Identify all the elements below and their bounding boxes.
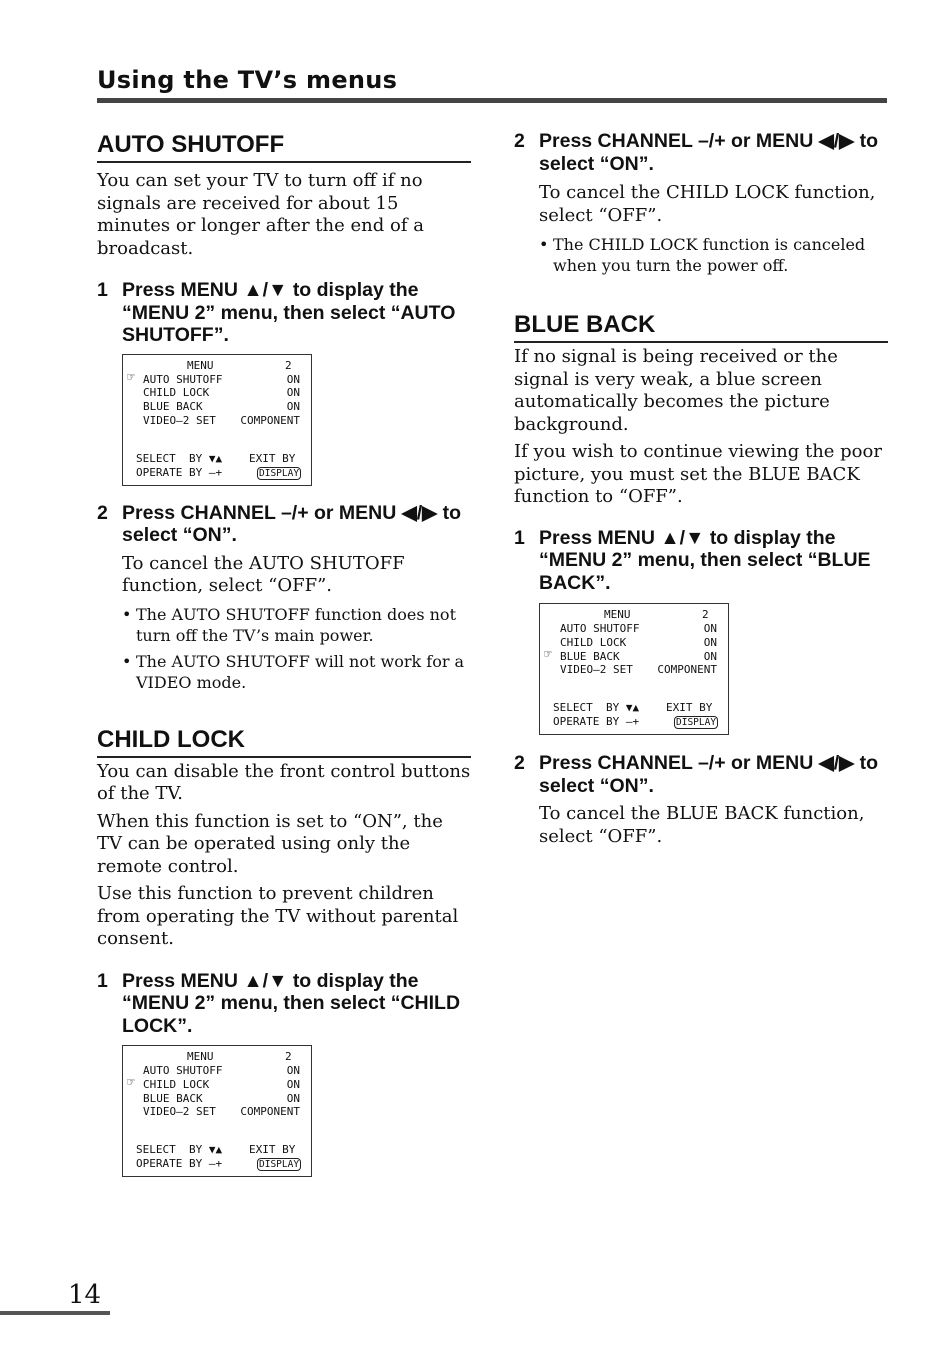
step-text: Press MENU ▲/▼ to display the “MENU 2” menu, then select “BLUE BACK”. (539, 526, 871, 594)
hand-pointer-icon: ☞ (127, 1074, 135, 1090)
menu-row-label: CHILD LOCK (143, 1077, 210, 1091)
menu-row-value: ON (286, 1091, 300, 1105)
blue-back-cancel: To cancel the BLUE BACK function, select “OFF”. (539, 803, 865, 847)
menu-row-value: ON (703, 649, 717, 663)
left-column (97, 130, 471, 1177)
child-lock-cancel: To cancel the CHILD LOCK function, select “OFF”. (539, 182, 876, 226)
menu-row-label: VIDEO–2 SET (143, 413, 216, 427)
menu-row-value: ON (286, 1077, 300, 1091)
step-number: 2 (514, 130, 525, 152)
menu-screen-select-hint: SELECT BY ▼▲ (553, 701, 640, 714)
auto-shutoff-note-1: • The AUTO SHUTOFF function does not turn off the TV’s main power. (122, 604, 471, 646)
child-lock-step-2 (514, 130, 888, 175)
header-rule (97, 98, 887, 103)
page-number-rule (0, 1311, 110, 1315)
auto-shutoff-intro: You can set your TV to turn off if no signals are received for about 15 minutes or longer after the end of a broadcast. (97, 170, 424, 259)
auto-shutoff-note-2: • The AUTO SHUTOFF will not work for a VIDEO mode. (122, 651, 471, 693)
menu-screen-operate-hint: OPERATE BY –+ (136, 465, 223, 479)
menu-screen-operate-hint: OPERATE BY –+ (136, 1157, 223, 1170)
right-column (514, 130, 888, 848)
blue-back-step-2 (514, 752, 888, 797)
step-text: Press CHANNEL –/+ or MENU ◀/▶ to select “ON”. (539, 752, 878, 797)
step-number: 2 (514, 752, 525, 774)
menu-row-label: BLUE BACK (143, 1091, 203, 1105)
menu-screen-title: MENU (187, 358, 214, 372)
menu-screen-select-hint: SELECT BY ▼▲ (136, 451, 223, 465)
auto-shutoff-step-1 (97, 279, 471, 347)
step-text: Press CHANNEL –/+ or MENU ◀/▶ to select “ON”. (539, 130, 878, 175)
menu-row-label: AUTO SHUTOFF (560, 622, 640, 635)
page-header-title: Using the TV’s menus (97, 66, 398, 94)
menu-row-value: ON (286, 400, 300, 414)
blue-back-para-1: If no signal is being received or the signal is very weak, a blue screen automatically becomes the picture background. (514, 346, 838, 435)
step-number: 1 (514, 526, 525, 549)
menu-screen-page: 2 (285, 358, 292, 372)
auto-shutoff-heading: AUTO SHUTOFF (97, 130, 471, 163)
menu-row-value: ON (703, 622, 717, 635)
menu-row-label: CHILD LOCK (560, 635, 627, 649)
step-number: 1 (97, 279, 108, 301)
menu-screen-child-lock (122, 1045, 312, 1177)
menu-screen-title: MENU (604, 608, 631, 621)
child-lock-step-1 (97, 970, 471, 1038)
menu-screen-title: MENU (187, 1050, 214, 1063)
menu-screen-exit-hint: EXIT BY (249, 451, 296, 465)
menu-screen-exit-hint: EXIT BY (249, 1143, 296, 1156)
menu-row-value: ON (286, 1064, 300, 1077)
menu-row-value: ON (286, 386, 300, 400)
menu-screen-select-hint: SELECT BY ▼▲ (136, 1143, 223, 1156)
blue-back-heading: BLUE BACK (514, 310, 888, 343)
menu-screen-exit-hint: EXIT BY (666, 701, 713, 714)
child-lock-para-1: You can disable the front control buttons of the TV. (97, 760, 471, 804)
menu-row-label: CHILD LOCK (143, 386, 210, 400)
menu-row-value: ON (703, 635, 717, 649)
hand-pointer-icon: ☞ (127, 369, 135, 385)
blue-back-step-1 (514, 527, 888, 595)
page-number: 14 (68, 1280, 102, 1310)
child-lock-para-3: Use this function to prevent children from operating the TV without parental consent. (97, 883, 459, 949)
menu-screen-page: 2 (702, 608, 709, 621)
step-number: 2 (97, 501, 108, 524)
display-button-icon: DISPLAY (259, 467, 300, 479)
step-number: 1 (97, 969, 108, 992)
menu-screen-page: 2 (285, 1050, 292, 1063)
blue-back-para-2: If you wish to continue viewing the poor picture, you must set the BLUE BACK function to “OFF”. (514, 441, 882, 507)
menu-row-value: COMPONENT (240, 413, 300, 427)
menu-row-label: BLUE BACK (143, 400, 203, 414)
auto-shutoff-step-2 (97, 502, 471, 547)
step-text: Press MENU ▲/▼ to display the “MENU 2” menu, then select “CHILD LOCK”. (122, 969, 461, 1037)
child-lock-para-2: When this function is set to “ON”, the TV can be operated using only the remote control. (97, 810, 443, 877)
menu-row-value: COMPONENT (240, 1105, 300, 1119)
menu-screen-auto-shutoff (122, 354, 312, 486)
auto-shutoff-cancel: To cancel the AUTO SHUTOFF function, select “OFF”. (122, 552, 405, 596)
menu-screen-operate-hint: OPERATE BY –+ (553, 715, 640, 728)
display-button-icon: DISPLAY (259, 1159, 300, 1170)
menu-row-label: AUTO SHUTOFF (143, 1064, 223, 1077)
display-button-icon: DISPLAY (676, 717, 717, 728)
hand-pointer-icon: ☞ (544, 646, 552, 662)
step-text: Press MENU ▲/▼ to display the “MENU 2” menu, then select “AUTO SHUTOFF”. (122, 279, 456, 346)
menu-row-label: BLUE BACK (560, 649, 620, 663)
menu-row-label: AUTO SHUTOFF (143, 372, 223, 386)
child-lock-heading: CHILD LOCK (97, 725, 471, 758)
menu-row-value: ON (286, 372, 300, 386)
menu-screen-blue-back (539, 603, 729, 735)
menu-row-label: VIDEO–2 SET (143, 1105, 216, 1119)
child-lock-note-1: • The CHILD LOCK function is canceled when you turn the power off. (539, 234, 888, 276)
menu-row-value: COMPONENT (657, 663, 717, 677)
step-text: Press CHANNEL –/+ or MENU ◀/▶ to select “ON”. (122, 501, 461, 546)
menu-row-label: VIDEO–2 SET (560, 663, 633, 677)
